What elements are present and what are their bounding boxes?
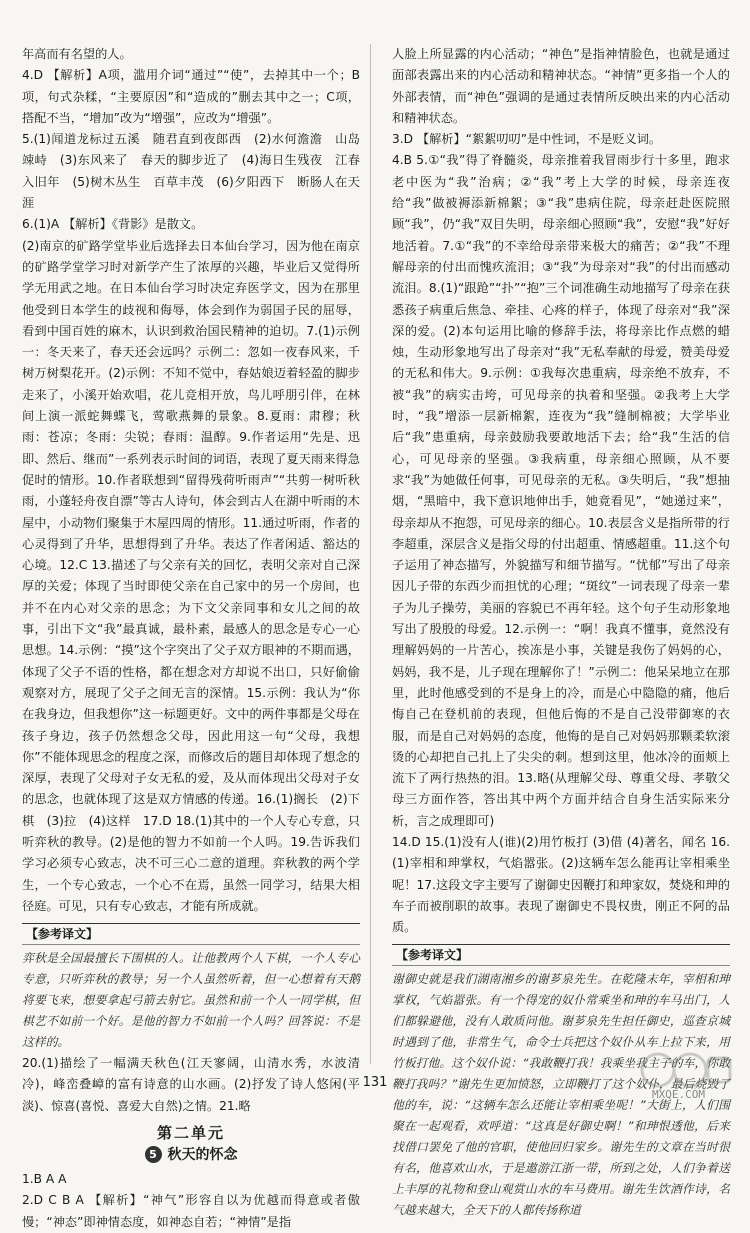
column-divider: [370, 44, 371, 1064]
answer-paragraph: 3.D 【解析】“絮絮叨叨”是中性词，不是贬义词。: [392, 132, 662, 147]
left-column: [22, 44, 360, 1233]
reference-translation-text: 谢御史就是我们湖南湘乡的谢芗泉先生。在乾隆末年，宰相和珅掌权，气焰嚣张。有一个得宠的奴仆常乘坐和珅的车马出门，人们都躲避他，没有人敢质问他。谢芗泉先生担任御史，巡查京城时遇到了他，非常生气，命令士兵把这个奴仆从车上拉下来，用竹板打他。这个奴仆说：“我敢鞭打我！我乘坐我主子的车，你敢鞭打我吗？”谢先生更加愤怒，立即鞭打了这个奴仆，最后烧毁了他的车，说：“这辆车怎么还能让宰相乘坐呢！”大街上，人们围聚在一起观看，欢呼道：“这真是好御史啊！”和珅恨透他，后来找借口罢免了他的官职，使他回归家乡。谢先生的文章在当时很有名，他喜欢山水，于是遨游江浙一带，所到之处，人们争着送上丰厚的礼物和登山观赏山水的车马费用。谢先生饮酒作诗，名气越来越大，全天下的人都传扬称道: [392, 972, 730, 1218]
answer-paragraph: 人脸上所显露的内心活动；“神色”是指神情脸色，也就是通过面部表露出来的内心活动和精神状态。“神情”更多指一个人的外部表情，而“神色”强调的是通过表情所反映出来的内心活动和精神状态。: [392, 47, 730, 125]
answer-paragraph: 4.D 【解析】A项，滥用介词“通过”“使”，去掉其中一个；B项，句式杂糅，“主要原因”和“造成的”删去其中之一；C项，搭配不当，“增加”改为“增强”，应改为“增强”。: [22, 68, 360, 125]
answer-paragraph: 4.B 5.①“我”得了脊髓炎，母亲推着我冒雨步行十多里，跑求老中医为“我”治病；②“我”考上大学的时候，母亲连夜给“我”做被褥添新棉絮；③“我”患病住院，母亲赶赴医院照顾“我”，仍“我”双目失明，母亲细心照顾“我”，安慰“我”好好地活着。7.①“我”的不幸给母亲带来极大的痛苦；②“我”不理解母亲的付出而愧疚流泪；③“我”为母亲对“我”的付出而感动流泪。8.(1)“跟跄”“扑”“抱”三个词准确生动地描写了母亲在获悉孩子病重后焦急、牵挂、心疼的样子，体现了母亲对“我”深深的爱。(2)本句运用比喻的修辞手法，将母亲比作点燃的蜡烛，生动形象地写出了母亲对“我”无私奉献的母爱，赞美母爱的无私和伟大。9.示例：①我每次患重病，母亲绝不放弃，不被“我”的病实击垮，可见母亲的执着和坚强。②我考上大学时，“我”增添一层新棉絮，连夜为“我”缝制棉被；大学毕业后“我”患重病，母亲鼓励我要敢地活下去；给“我”生活的信心，可见母亲的坚强。③我病重，母亲细心照顾，从不要求“我”为她做任何事，可见母亲的无私。③失明后，“我”想抽烟，“黑暗中，我下意识地伸出手，她竟看见”，“她递过来”，母亲却从不抱怨，可见母亲的细心。10.表层含义是指所带的行李超重，深层含义是指父母的付出超重、情感超重。11.这个句子运用了神态描写，外貌描写和细节描写。“忧郁”写出了母亲因儿子带的东西少而担忧的心理；“斑纹”一词表现了母亲一辈子为儿子操劳，美丽的容貌已不再年轻。这个句子生动形象地写出了殷殷的母爱。12.示例一：“啊！我真不懂事，竟然没有理解妈妈的一片苦心，挨冻是小事，关键是我伤了妈妈的心，妈妈，我不是，儿子现在理解你了！”示例二：他呆呆地立在那里，此时他感受到的不是身上的冷，而是心中隐隐的痛，他后悔自己在登机前的表现，但他后悔的不是自己没带御寒的衣服，而是自己对妈妈的态度，他悔的是自己对妈妈那颗柔软滚烫的心却把自己扎上了尖尖的刺。想到这里，他冰冷的面颊上流下了两行热热的泪。13.略(从理解父母、尊重父母、孝敬父母三方面作答，答出其中两个方面并结合自身生活实际来分析，言之成理即可): [392, 153, 730, 828]
lesson-number-badge: 5: [145, 1146, 162, 1163]
reference-translation-heading: 【参考译文】: [392, 944, 730, 966]
answer-paragraph: 20.(1)描绘了一幅满天秋色(江天寥阔，山清水秀，水波清冷)，峰峦叠嶂的富有诗意的山水画。(2)抒发了诗人悠闲(平淡)、惊喜(喜悦、喜爱大自然)之情。21.略: [22, 1056, 360, 1113]
reference-translation-heading: 【参考译文】: [22, 923, 360, 945]
page-number: 131: [362, 1075, 388, 1090]
lesson-title: [22, 1145, 360, 1165]
answer-paragraph: 5.(1)闻道龙标过五溪 随君直到夜郎西 (2)水何澹澹 山岛竦峙 (3)东风来了 春天的脚步近了 (4)海日生残夜 江春入旧年 (5)树木丛生 百草丰茂 (6)夕阳西下 断肠人在天涯: [22, 132, 360, 211]
watermark-text: MXQE.COM: [652, 1088, 705, 1101]
reference-translation-text: 弈秋是全国最擅长下围棋的人。让他教两个人下棋，一个人专心专意，只听弈秋的教导；另一个人虽然听着，但一心想着有天鹅将要飞来，想要拿起弓箭去射它。虽然和前一个人一同学棋，但棋艺不如前一个好。是他的智力不如前一个人吗？回答说：不是这样的。: [22, 951, 360, 1050]
answer-paragraph: 1.B A A: [22, 1172, 67, 1187]
answer-paragraph: 2.D C B A 【解析】“神气”形容自以为优越而得意或者傲慢；“神态”即神情态度，如神态自若；“神情”是指: [22, 1193, 360, 1229]
unit-title: 第二单元: [156, 1124, 225, 1143]
answer-paragraph: 6.(1)A 【解析】《背影》是散文。: [22, 217, 204, 232]
answer-paragraph: 年高而有名望的人。: [22, 47, 132, 61]
lesson-title-text: 秋天的怀念: [167, 1147, 238, 1164]
answer-paragraph: 14.D 15.(1)没有人(谁)(2)用竹板打 (3)借 (4)著名，闻名 16.(1)宰相和珅掌权，气焰嚣张。(2)这辆车怎么能再让宰相乘坐呢！17.这段文字主要写了谢御史因鞭打和珅家奴，焚烧和珅的车子而被削职的故事。表现了谢御史不畏权贵，刚正不阿的品质。: [392, 834, 730, 935]
answer-paragraph: (2)南京的矿路学堂毕业后选择去日本仙台学习，因为他在南京的矿路学堂学习时对新学产生了浓厚的兴趣，毕业后又觉得所学无用武之地。在日本仙台学习时决定弃医学文，因为在那里他受到日本学生的歧视和侮辱，体会到作为弱国子民的屈辱，看到中国百姓的麻木，认识到救治国民精神的迫切。7.(1)示例一：冬天来了，春天还会远吗？示例二：忽如一夜春风来，千树万树梨花开。(2)示例：不知不觉中，春姑娘迈着轻盈的脚步走来了，小溪开始欢唱，花儿竞相开放，鸟儿呼朋引伴，在林间上演一派蛇舞蝶飞，莺歌燕舞的景象。8.夏雨：肃穆；秋雨：苍凉；冬雨：尖锐；春雨：温醇。9.作者运用“先是、迅即、然后、继而”一系列表示时间的词语，表现了夏天雨来得急促时的情形。10.作者联想到“留得残荷听雨声”“共剪一树听秋雨，小蓬轻舟夜自漂”等古人诗句，体会到古人在湖中听雨的木屋中，小动物们聚集于木屋四周的情形。11.通过听雨，作者的心灵得到了升华，思想得到了升华。表达了作者闲适、豁达的心境。12.C 13.描述了与父亲有关的回忆，表明父亲对自己深厚的关爱；体现了当时即使父亲在自己家中的另一个房间，也并不在内心对父亲的思念；为下文父亲同事和女儿之间的故事，引出下文“我”最真诚，最朴素，最感人的思念是专心一心思想。14.示例：“摸”这个字突出了父子双方眼神的不期而遇，体现了父子不语的性格，都在想念对方却说不出口，只好偷偷观察对方，展现了父子之间无言的深情。15.示例：我认为“你在我身边，但我想你”这一标题更好。文中的两件事都是父母在孩子身边，孩子仍然想念父母，因此用这一句“父母，我想你”不能体现思念的程度之深，而修改后的题目却体现了想念的深厚，表现了父母对子女无私的爱，及从而体现出父母对子女的思念，也就体现了这是双方情感的传递。16.(1)搁长 (2)下棋 (3)拉 (4)这样 17.D 18.(1)其中的一个人专心专意，只听弈秋的教导。(2)是他的智力不如前一个人吗。19.告诉我们学习必须专心致志，决不可三心二意的道理。弈秋教的两个学生，一个专心致志，一个心不在焉，虽然一同学习，结果大相径庭。可见，只有专心致志，才能有所成就。: [22, 238, 360, 913]
right-column: [392, 44, 730, 1221]
